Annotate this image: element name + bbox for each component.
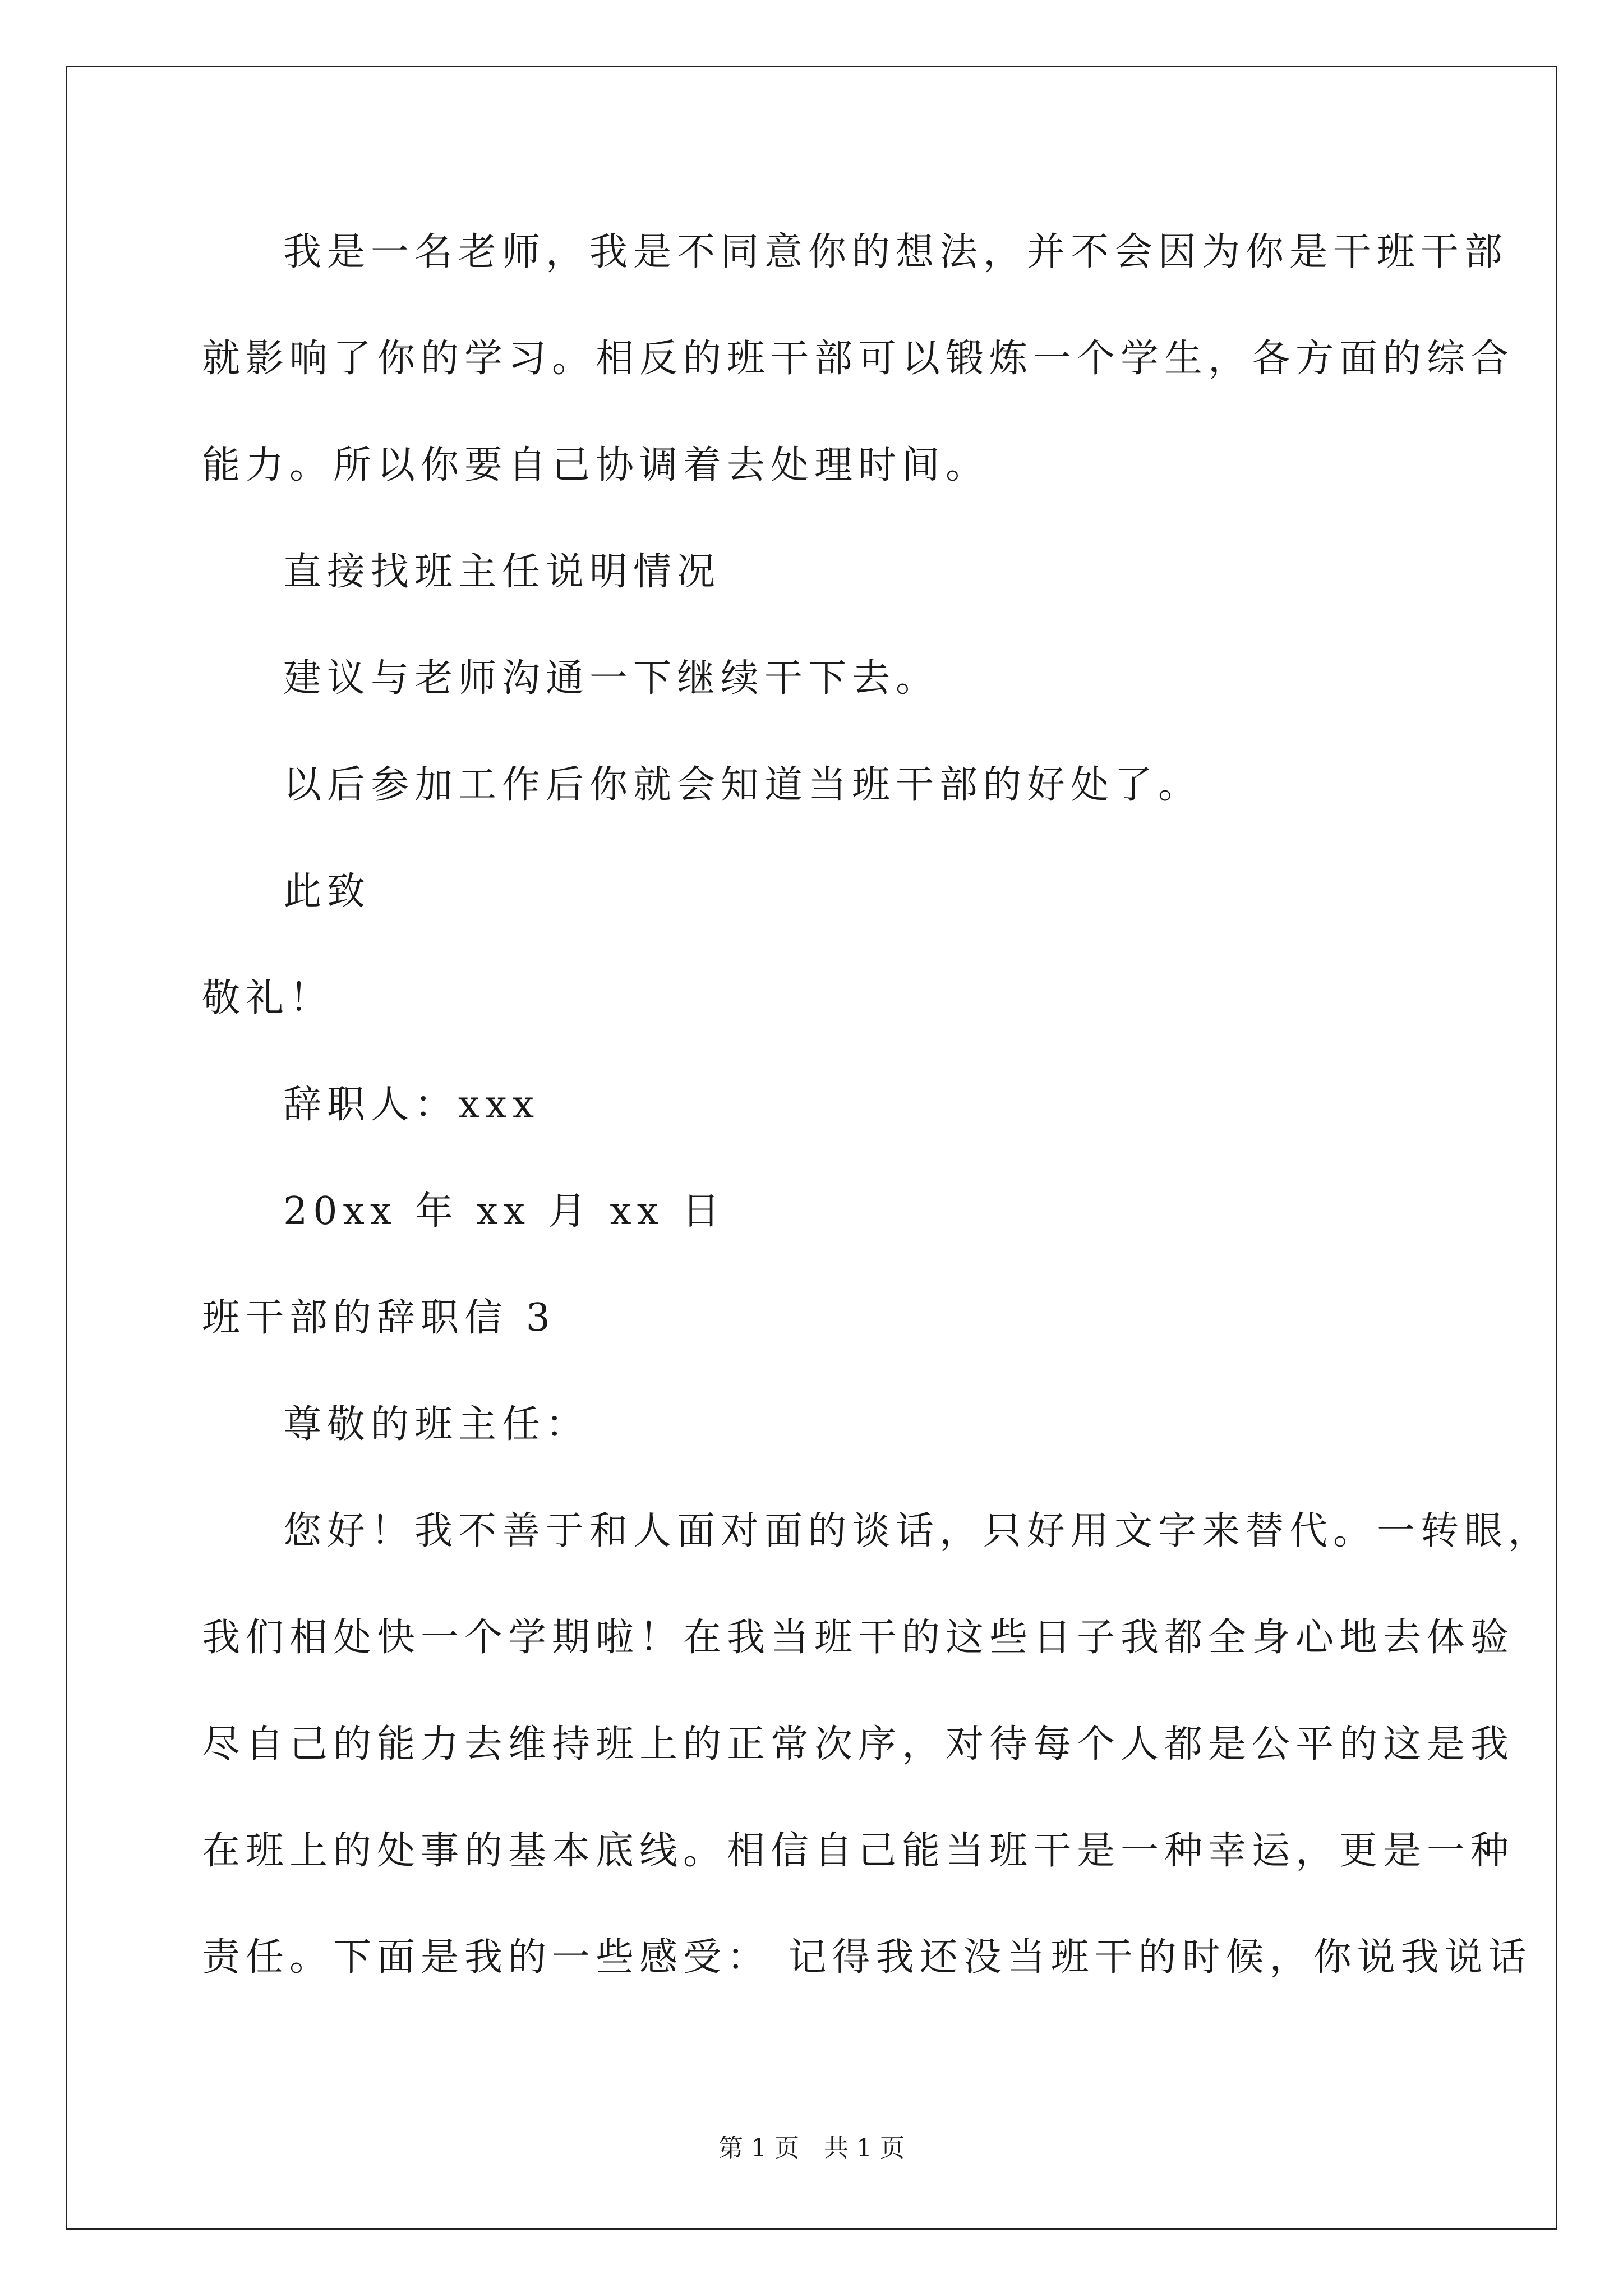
paragraph-line: 建议与老师沟通一下继续干下去。 <box>283 656 940 701</box>
signature-line: 辞职人：xxx <box>283 1083 540 1127</box>
paragraph-line: 我们相处快一个学期啦！在我当班干的这些日子我都全身心地去体验 <box>202 1616 1515 1660</box>
date-line: 20xx 年 xx 月 xx 日 <box>283 1189 726 1234</box>
paragraph-line: 在班上的处事的基本底线。相信自己能当班干是一种幸运，更是一种 <box>202 1829 1515 1873</box>
paragraph-line: 责任。下面是我的一些感受： 记得我还没当班干的时候，你说我说话 <box>202 1935 1532 1980</box>
page-border <box>66 66 1557 2230</box>
paragraph-line: 能力。所以你要自己协调着去处理时间。 <box>202 443 990 487</box>
closing-salutation: 此致 <box>283 869 371 914</box>
paragraph-line: 您好！我不善于和人面对面的谈话，只好用文字来替代。一转眼， <box>283 1509 1552 1553</box>
page-footer: 第 1 页 共 1 页 <box>718 2134 905 2162</box>
paragraph-line: 尽自己的能力去维持班上的正常次序，对待每个人都是公平的这是我 <box>202 1722 1515 1766</box>
paragraph-line: 就影响了你的学习。相反的班干部可以锻炼一个学生，各方面的综合 <box>202 337 1515 381</box>
paragraph-line: 我是一名老师，我是不同意你的想法，并不会因为你是干班干部 <box>283 230 1509 274</box>
section-title: 班干部的辞职信 3 <box>202 1296 556 1340</box>
paragraph-line: 以后参加工作后你就会知道当班干部的好处了。 <box>283 763 1202 807</box>
greeting-line: 尊敬的班主任： <box>283 1402 590 1447</box>
closing-regards: 敬礼！ <box>202 976 334 1020</box>
paragraph-line: 直接找班主任说明情况 <box>283 550 721 594</box>
